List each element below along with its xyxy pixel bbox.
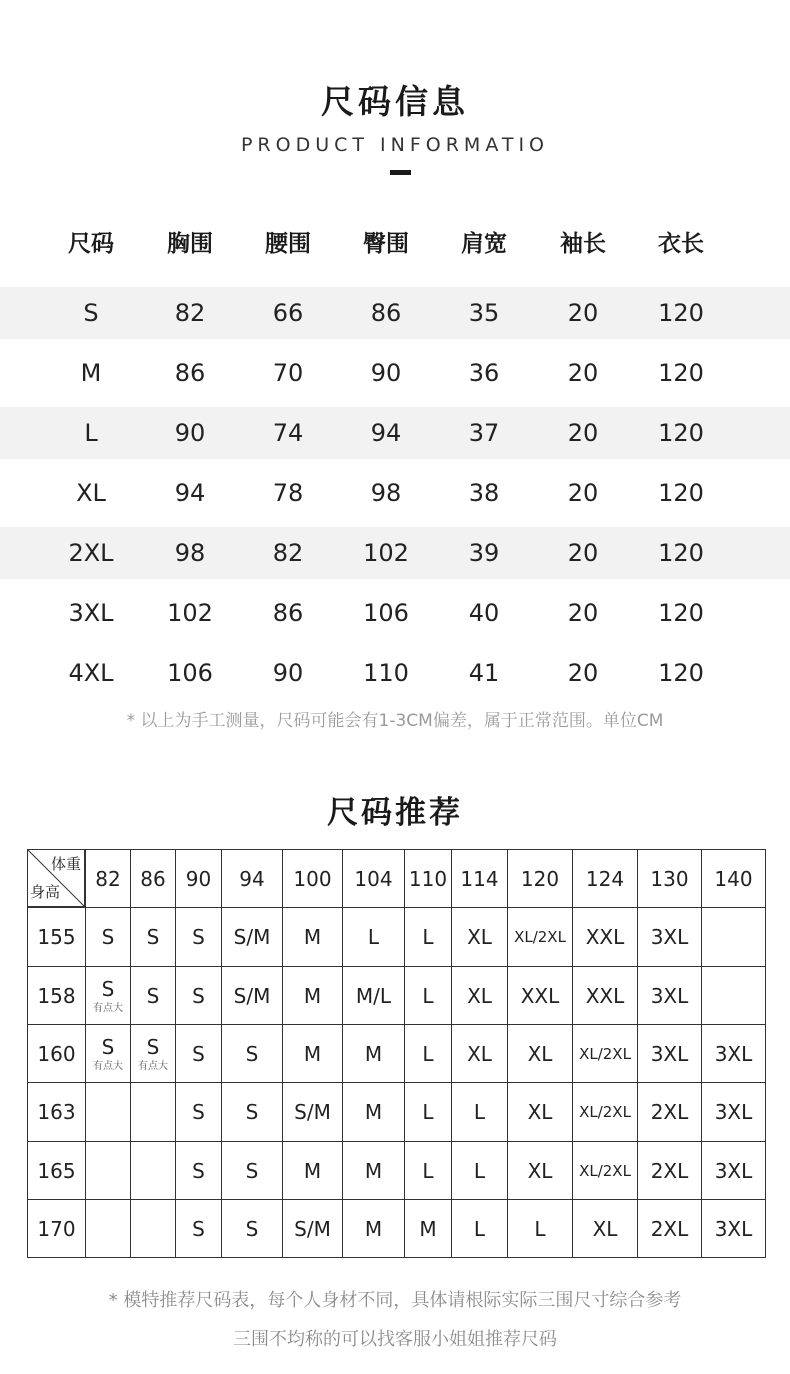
weight-value: 100 [293, 866, 332, 891]
size-cell [637, 907, 702, 967]
table-cell: 120 [658, 299, 704, 327]
size-cell [175, 966, 222, 1025]
size-cell [85, 907, 131, 967]
table-cell: 120 [658, 419, 704, 447]
table-cell: 20 [567, 539, 599, 567]
size-value: XL [467, 925, 492, 949]
table-cell: 86 [272, 599, 304, 627]
table-cell: 94 [370, 419, 402, 447]
size-cell [221, 907, 283, 967]
size-value: M/L [355, 983, 392, 1008]
size-cell [404, 1082, 452, 1142]
size-value: S/M [294, 1100, 331, 1124]
height-value: 160 [37, 1041, 76, 1066]
size-value: L [473, 1100, 486, 1124]
size-value: M [303, 983, 322, 1008]
size-cell [404, 1024, 452, 1083]
size-cell [701, 907, 766, 967]
size-recommend-table [27, 849, 765, 1257]
size-value: XL/2XL [514, 928, 566, 946]
weight-value: 104 [354, 866, 393, 891]
height-header-cell [27, 1082, 86, 1142]
size-value: M [364, 1041, 383, 1066]
height-header-cell [27, 1199, 86, 1258]
size-table-header [0, 218, 790, 270]
page-subtitle: PRODUCT INFORMATIO [240, 134, 550, 156]
weight-header-cell [572, 849, 638, 908]
weight-header-cell [342, 849, 405, 908]
column-header: 肩宽 [461, 231, 507, 257]
weight-header-cell [637, 849, 702, 908]
size-cell [221, 1082, 283, 1142]
table-cell: 20 [567, 479, 599, 507]
page-title: 尺码信息 [321, 82, 469, 121]
size-cell [507, 1024, 573, 1083]
size-value: L [422, 1100, 434, 1124]
weight-value: 82 [95, 866, 121, 891]
size-cell [221, 1199, 283, 1258]
size-value: 2XL [650, 1100, 689, 1124]
table-cell: 38 [468, 479, 500, 507]
weight-value: 110 [408, 866, 448, 891]
size-value: S [101, 1034, 115, 1059]
size-cell [282, 966, 343, 1025]
size-cell [130, 1141, 176, 1200]
size-value: 3XL [650, 925, 689, 949]
size-value: 3XL [714, 1041, 753, 1066]
size-cell [572, 1082, 638, 1142]
size-value: 3XL [650, 1041, 689, 1066]
size-value: S/M [294, 1216, 331, 1241]
table-cell: 98 [174, 539, 206, 567]
table-cell: 82 [272, 539, 304, 567]
size-cell [637, 1199, 702, 1258]
size-cell [701, 1141, 766, 1200]
column-header: 袖长 [560, 231, 606, 257]
table-cell: 94 [174, 479, 206, 507]
size-cell [637, 1082, 702, 1142]
column-header: 臀围 [363, 231, 409, 257]
size-cell [404, 966, 452, 1025]
size-cell [572, 1199, 638, 1258]
size-cell [130, 1199, 176, 1258]
weight-header-cell [221, 849, 283, 908]
size-cell [451, 1199, 508, 1258]
size-cell [85, 1082, 131, 1142]
size-cell [451, 1024, 508, 1083]
size-value: M [364, 1158, 383, 1183]
size-cell [507, 1141, 573, 1200]
size-value: S [192, 1041, 205, 1066]
table-cell: S [83, 299, 99, 327]
size-cell [404, 1141, 452, 1200]
weight-value: 130 [650, 866, 689, 891]
size-value: S [146, 1034, 160, 1059]
size-value: 3XL [650, 983, 689, 1008]
size-cell [637, 1141, 702, 1200]
table-cell: 39 [468, 539, 500, 567]
height-header-cell [27, 966, 86, 1025]
column-header: 尺码 [68, 231, 114, 257]
table-cell: 20 [567, 299, 599, 327]
table-cell: L [84, 419, 98, 447]
size-cell [637, 966, 702, 1025]
fit-note: 有点大 [93, 1002, 123, 1014]
size-value: S [192, 983, 205, 1008]
size-value: S [146, 983, 160, 1008]
size-cell [701, 966, 766, 1025]
weight-value: 120 [520, 866, 560, 891]
table-cell: 110 [363, 659, 409, 687]
weight-header-cell [130, 849, 176, 908]
size-cell [342, 907, 405, 967]
table-cell: 106 [363, 599, 409, 627]
size-value: XL/2XL [579, 1161, 631, 1180]
table-cell: 37 [468, 419, 500, 447]
table-cell: 20 [567, 359, 599, 387]
table-cell: 66 [272, 299, 304, 327]
size-cell [85, 966, 131, 1025]
height-value: 170 [37, 1216, 76, 1241]
size-value: L [473, 1158, 486, 1183]
weight-value: 114 [460, 866, 499, 891]
weight-header-cell [701, 849, 766, 908]
size-cell [701, 1082, 766, 1142]
size-value: S [101, 976, 115, 1001]
size-table-row [0, 527, 790, 579]
table-cell: 90 [370, 359, 402, 387]
size-value: XL [592, 1216, 618, 1241]
table-cell: 20 [567, 419, 599, 447]
table-cell: 41 [468, 659, 500, 687]
size-cell [85, 1141, 131, 1200]
table-cell: 86 [174, 359, 206, 387]
table-cell: 74 [272, 419, 304, 447]
weight-value: 140 [714, 866, 753, 891]
size-value: 2XL [650, 1216, 689, 1241]
weight-header-cell [282, 849, 343, 908]
size-cell [282, 1199, 343, 1258]
size-value: S/M [233, 925, 271, 949]
height-header-cell [27, 1141, 86, 1200]
size-table-row [0, 467, 790, 519]
table-cell: 36 [468, 359, 500, 387]
size-cell [342, 1082, 405, 1142]
table-cell: 4XL [68, 659, 114, 687]
size-value: M [303, 1041, 322, 1066]
size-value: 2XL [650, 1158, 689, 1183]
size-value: 3XL [714, 1158, 753, 1183]
size-value: XXL [585, 925, 625, 949]
size-value: M [364, 1216, 383, 1241]
table-cell: 90 [174, 419, 206, 447]
height-header-cell [27, 907, 86, 967]
size-cell [175, 1199, 222, 1258]
size-cell [572, 1024, 638, 1083]
size-cell [637, 1024, 702, 1083]
weight-value: 86 [140, 866, 166, 891]
table-cell: 70 [272, 359, 304, 387]
size-value: 3XL [714, 1216, 753, 1241]
size-value: L [422, 1158, 434, 1183]
size-value: XL/2XL [579, 1103, 631, 1121]
size-value: L [422, 925, 434, 949]
corner-height-label: 身高 [30, 883, 61, 901]
table-cell: 106 [167, 659, 213, 687]
size-cell [451, 907, 508, 967]
size-value: XXL [585, 983, 625, 1008]
size-value: S [245, 1216, 259, 1241]
size-value: XL [527, 1041, 553, 1066]
table-cell: 102 [167, 599, 213, 627]
size-value: XL [527, 1100, 553, 1124]
weight-header-cell [451, 849, 508, 908]
size-value: L [534, 1216, 546, 1241]
size-value: L [422, 983, 434, 1008]
size-table-row [0, 287, 790, 339]
size-cell [342, 966, 405, 1025]
size-cell [175, 1082, 222, 1142]
size-cell [451, 1082, 508, 1142]
size-cell [701, 1199, 766, 1258]
size-value: XXL [520, 983, 560, 1008]
table-cell: 120 [658, 659, 704, 687]
size-cell [221, 1141, 283, 1200]
table-cell: 98 [370, 479, 402, 507]
height-value: 165 [37, 1158, 76, 1183]
size-value: S [192, 925, 205, 949]
size-value: XL [467, 983, 492, 1008]
size-cell [572, 907, 638, 967]
size-cell [342, 1024, 405, 1083]
weight-value: 124 [585, 866, 625, 891]
table-cell: 20 [567, 599, 599, 627]
table-cell: 120 [658, 599, 704, 627]
size-cell [130, 1024, 176, 1083]
table-cell: XL [76, 479, 106, 507]
size-cell [175, 907, 222, 967]
size-cell [282, 907, 343, 967]
size-cell [175, 1141, 222, 1200]
size-cell [221, 1024, 283, 1083]
recommend-note-2: 三围不均称的可以找客服小姐姐推荐尺码 [233, 1329, 557, 1350]
size-cell [342, 1199, 405, 1258]
weight-header-cell [85, 849, 131, 908]
size-cell [130, 1082, 176, 1142]
size-cell [130, 907, 176, 967]
fit-note: 有点大 [93, 1060, 123, 1072]
size-cell [451, 1141, 508, 1200]
column-header: 衣长 [658, 231, 704, 257]
size-value: S [245, 1100, 259, 1124]
size-value: L [422, 1041, 434, 1066]
size-cell [282, 1141, 343, 1200]
size-value: XL [527, 1158, 553, 1183]
size-value: S [245, 1041, 259, 1066]
size-table-row [0, 587, 790, 639]
size-value: M [364, 1100, 383, 1124]
corner-weight-label: 体重 [50, 855, 81, 873]
table-cell: 82 [174, 299, 206, 327]
table-cell: 35 [468, 299, 500, 327]
table-cell: 120 [658, 539, 704, 567]
height-header-cell [27, 1024, 86, 1083]
table-cell: 102 [363, 539, 409, 567]
size-cell [404, 907, 452, 967]
size-value: 3XL [714, 1100, 753, 1124]
table-cell: 120 [658, 479, 704, 507]
size-cell [507, 1199, 573, 1258]
recommend-title: 尺码推荐 [327, 795, 463, 831]
weight-value: 90 [185, 866, 212, 891]
size-value: M [419, 1216, 437, 1241]
size-value: S [192, 1216, 205, 1241]
column-header: 胸围 [167, 231, 213, 257]
size-cell [85, 1024, 131, 1083]
height-value: 155 [37, 925, 76, 949]
size-value: S [192, 1158, 205, 1183]
size-value: L [473, 1216, 486, 1241]
table-cell: 3XL [68, 599, 114, 627]
table-corner-cell [27, 849, 85, 907]
table-cell: 40 [468, 599, 500, 627]
size-cell [507, 966, 573, 1025]
table-cell: 86 [370, 299, 402, 327]
size-value: L [367, 925, 380, 949]
fit-note: 有点大 [138, 1060, 168, 1072]
weight-value: 94 [239, 866, 265, 891]
table-cell: 2XL [68, 539, 114, 567]
size-cell [175, 1024, 222, 1083]
weight-header-cell [404, 849, 452, 908]
height-value: 158 [37, 983, 76, 1008]
size-value: S [146, 925, 160, 949]
table-cell: 20 [567, 659, 599, 687]
size-table-row [0, 647, 790, 699]
table-cell: M [80, 359, 102, 387]
size-value: M [303, 925, 322, 949]
size-value: M [303, 1158, 322, 1183]
size-cell [342, 1141, 405, 1200]
size-cell [507, 907, 573, 967]
size-value: S/M [233, 983, 271, 1008]
weight-header-cell [507, 849, 573, 908]
size-cell [507, 1082, 573, 1142]
size-value: S [101, 925, 115, 949]
size-cell [701, 1024, 766, 1083]
table-cell: 78 [272, 479, 304, 507]
size-value: S [245, 1158, 259, 1183]
recommend-note-1: * 模特推荐尺码表，每个人身材不同，具体请根际实际三围尺寸综合参考 [108, 1290, 682, 1311]
size-value: XL/2XL [579, 1044, 631, 1063]
size-value: XL [467, 1041, 492, 1066]
size-cell [282, 1024, 343, 1083]
weight-header-cell [175, 849, 222, 908]
size-cell [572, 966, 638, 1025]
title-divider [390, 170, 411, 175]
size-cell [282, 1082, 343, 1142]
size-cell [404, 1199, 452, 1258]
size-cell [221, 966, 283, 1025]
size-table-row [0, 347, 790, 399]
table-cell: 120 [658, 359, 704, 387]
measurement-note: * 以上为手工测量，尺码可能会有1-3CM偏差，属于正常范围。单位CM [126, 711, 664, 731]
size-cell [451, 966, 508, 1025]
size-cell [572, 1141, 638, 1200]
size-table-row [0, 407, 790, 459]
size-value: S [192, 1100, 205, 1124]
size-cell [130, 966, 176, 1025]
table-cell: 90 [272, 659, 304, 687]
size-cell [85, 1199, 131, 1258]
column-header: 腰围 [265, 231, 311, 257]
height-value: 163 [37, 1100, 76, 1124]
